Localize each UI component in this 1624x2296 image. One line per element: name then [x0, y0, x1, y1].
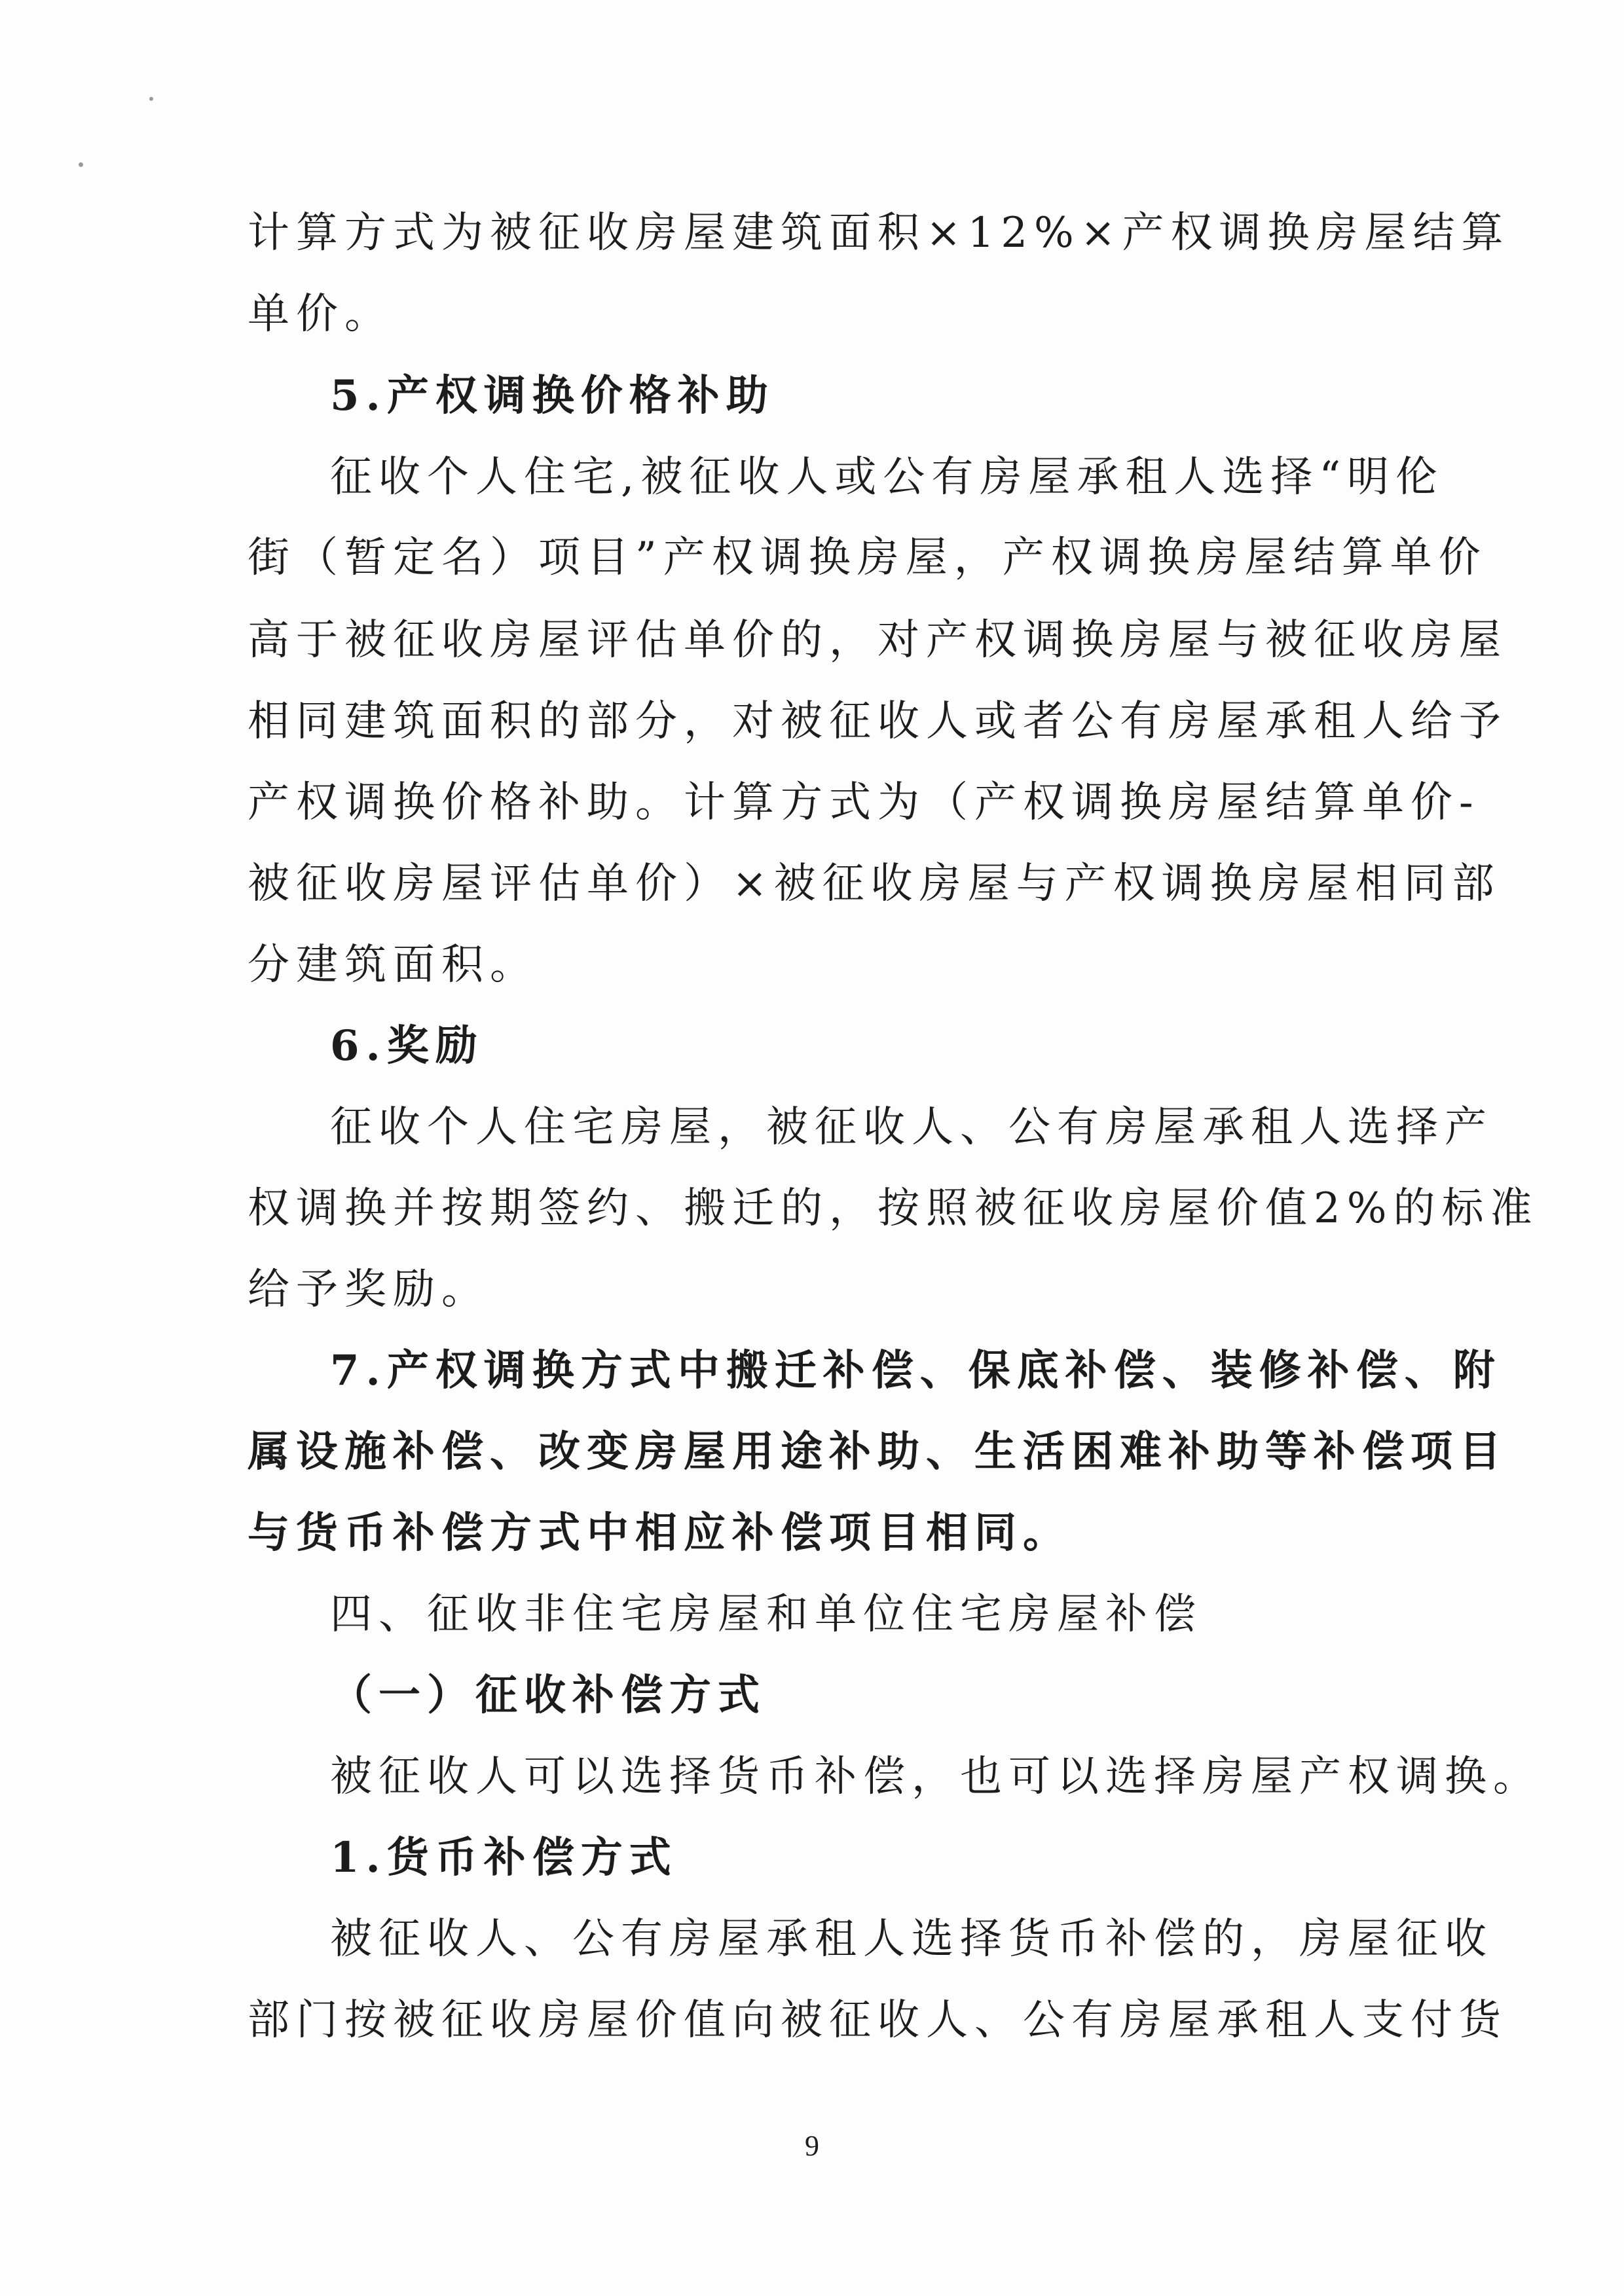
- page-number: 9: [805, 2130, 819, 2162]
- text-line: 产权调换价格补助。计算方式为（产权调换房屋结算单价-: [248, 778, 1480, 827]
- text-line: （一）征收补偿方式: [330, 1671, 766, 1720]
- text-line: 被征收房屋评估单价）×被征收房屋与产权调换房屋相同部: [248, 860, 1501, 908]
- text-line: 四、征收非住宅房屋和单位住宅房屋补偿: [330, 1590, 1202, 1639]
- text-line: 分建筑面积。: [248, 941, 538, 989]
- text-line: 6.奖励: [330, 1021, 484, 1070]
- text-line: 征收个人住宅,被征收人或公有房屋承租人选择“明伦: [330, 453, 1445, 501]
- text-line: 属设施补偿、改变房屋用途补助、生活困难补助等补偿项目: [248, 1427, 1507, 1476]
- text-line: 相同建筑面积的部分，对被征收人或者公有房屋承租人给予: [248, 697, 1507, 746]
- text-line: 被征收人可以选择货币补偿，也可以选择房屋产权调换。: [330, 1753, 1541, 1801]
- text-line: 计算方式为被征收房屋建筑面积×12%×产权调换房屋结算: [248, 209, 1510, 257]
- text-line: 被征收人、公有房屋承租人选择货币补偿的，房屋征收: [330, 1915, 1493, 1963]
- text-line: 7.产权调换方式中搬迁补偿、保底补偿、装修补偿、附: [330, 1346, 1502, 1395]
- text-line: 1.货币补偿方式: [330, 1833, 678, 1882]
- text-line: 与货币补偿方式中相应补偿项目相同。: [248, 1508, 1071, 1558]
- text-line: 高于被征收房屋评估单价的，对产权调换房屋与被征收房屋: [248, 616, 1507, 665]
- text-line: 给予奖励。: [248, 1266, 490, 1314]
- text-line: 街（暂定名）项目”产权调换房屋，产权调换房屋结算单价: [248, 534, 1487, 582]
- text-line: 部门按被征收房屋价值向被征收人、公有房屋承租人支付货: [248, 1996, 1507, 2045]
- text-line: 单价。: [248, 290, 393, 338]
- scan-speck: [149, 97, 153, 101]
- text-line: 5.产权调换价格补助: [330, 371, 775, 420]
- text-line: 征收个人住宅房屋，被征收人、公有房屋承租人选择产: [330, 1103, 1493, 1152]
- text-line: 权调换并按期签约、搬迁的，按照被征收房屋价值2%的标准: [248, 1184, 1539, 1233]
- scan-speck: [79, 162, 83, 167]
